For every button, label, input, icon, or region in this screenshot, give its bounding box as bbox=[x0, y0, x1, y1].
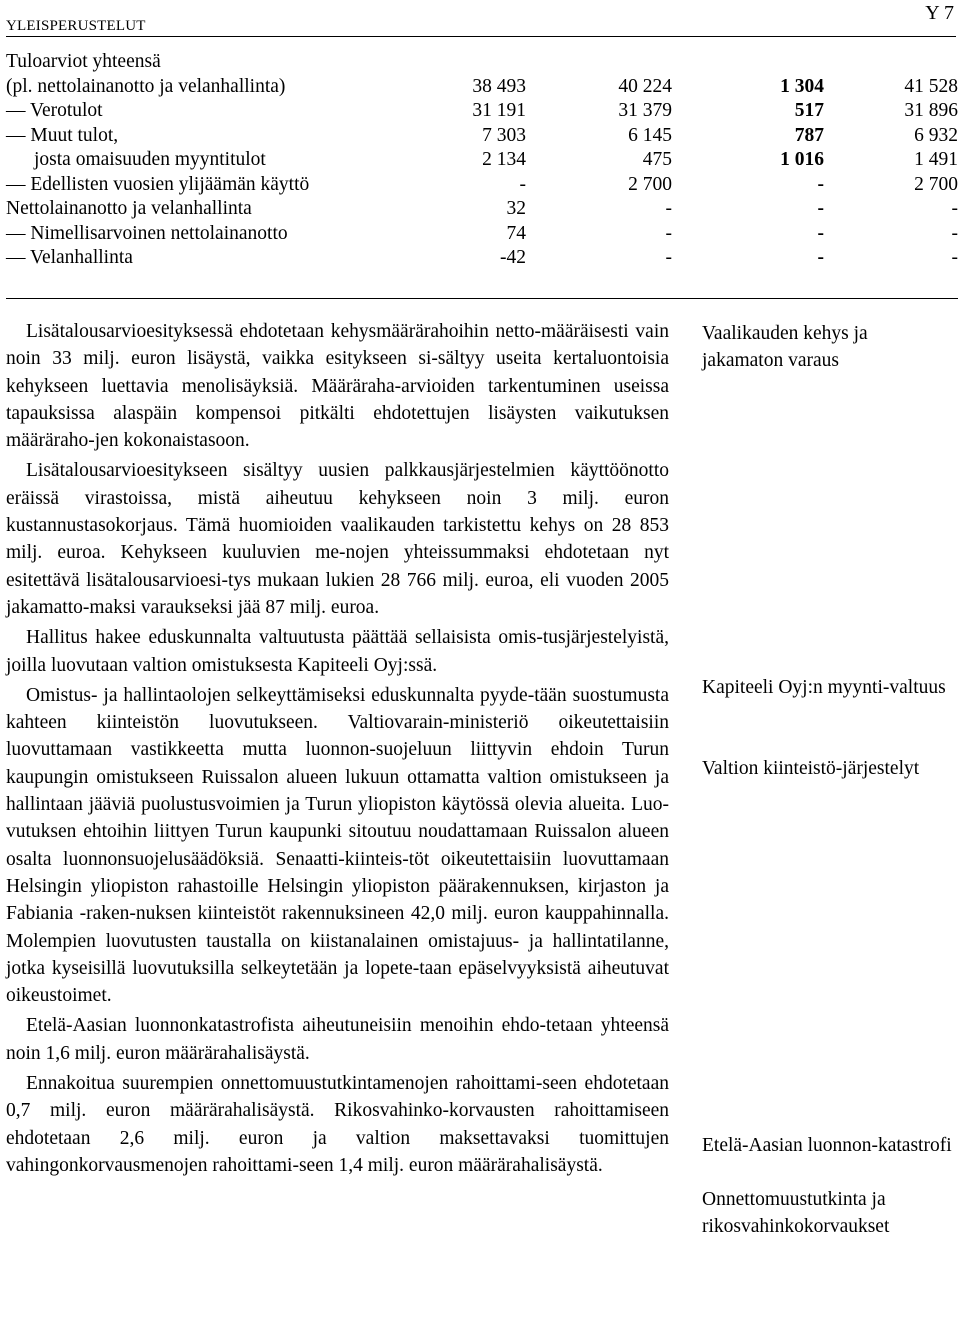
cell: 1 016 bbox=[780, 149, 824, 170]
cell: 6 145 bbox=[628, 124, 672, 146]
table-row bbox=[6, 173, 958, 198]
table-row bbox=[6, 246, 958, 271]
table-row bbox=[6, 124, 958, 149]
margin-note: Valtion kiinteistö-järjestelyt bbox=[702, 758, 920, 779]
table-row bbox=[6, 148, 958, 173]
body-text bbox=[6, 318, 669, 1182]
table-row bbox=[6, 197, 958, 222]
cell: 475 bbox=[642, 149, 672, 170]
row-label: — Verotulot bbox=[6, 100, 103, 121]
cell: 517 bbox=[794, 100, 824, 121]
cell: 31 191 bbox=[472, 100, 526, 121]
cell: - bbox=[817, 173, 824, 195]
budget-table bbox=[6, 50, 958, 271]
paragraph: Omistus- ja hallintaolojen selkeyttämiseksi eduskunnalta pyyde-tään suostumusta kahteen kiinteistön luovutukseen. Valtiovarain-ministeriö oikeutettaisiin luovuttamaan vastikkeetta mutta luonnon-suojeluun liittyvin ehdoin Turun kaupungin omistukseen Ruissalon alueen lukuun ottamatta valtion omistukseen ja hallintaan jääviä puolustusvoimien ja Turun yliopiston käytössä olevia alueita. Luo-vutuksen ehtoihin liittyen Turun kaupunki sitoutuu noudattamaan Ruissalon alueen osalta luonnonsuojelusäädöksiä. Senaatti-kiinteis-töt oikeutettaisiin luovuttamaan Helsingin yliopiston rahastoille Helsingin yliopiston päärakennuksen, kirjaston ja Fabiania -raken-nuksen kiinteistöt rakennuksineen 42,0 milj. euron kauppahinnalla. Molempien luovutusten taustalla on kiistanalainen omistajuus- ja hallintatilanne, jotka kyseisillä luovutuksilla selkeytetään ja lopete-taan epäselvyyksistä aiheutuvat oikeustoimet. bbox=[6, 684, 669, 1007]
row-label: josta omaisuuden myyntitulot bbox=[34, 149, 266, 170]
paragraph: Lisätalousarvioesitykseen sisältyy uusien palkkausjärjestelmien käyttöönotto eräissä virastoissa, mistä aiheutuu kehykseen noin 3 milj. euron kustannustasokorjaus. Tämä huomioiden vaalikauden tarkistettu kehys on 28 853 milj. euroa. Kehykseen kuuluvien me-nojen yhteissummaksi ehdotetaan nyt esitettävä lisätalousarvioesi-tys mukaan lukien 28 766 milj. euroa, eli vuoden 2005 jakamatto-maksi varaukseksi jää 87 milj. euroa. bbox=[6, 460, 669, 618]
cell: - bbox=[665, 198, 672, 219]
cell: - bbox=[665, 222, 672, 244]
table-bottom-rule bbox=[6, 298, 958, 299]
cell: 31 896 bbox=[904, 100, 958, 121]
cell: 74 bbox=[506, 222, 526, 244]
page-number: Y 7 bbox=[925, 2, 954, 24]
margin-note: Kapiteeli Oyj:n myynti-valtuus bbox=[702, 677, 946, 698]
row-label: (pl. nettolainanotto ja velanhallinta) bbox=[6, 75, 286, 97]
cell: 2 700 bbox=[628, 173, 672, 195]
cell: 32 bbox=[506, 198, 526, 219]
row-label: — Muut tulot, bbox=[6, 124, 119, 146]
cell: 38 493 bbox=[472, 75, 526, 97]
cell: - bbox=[951, 222, 958, 244]
paragraph: Ennakoitua suurempien onnettomuustutkintamenojen rahoittami-seen ehdotetaan 0,7 milj. euron määrärahalisäystä. Rikosvahinko-korvausten rahoittamiseen ehdotetaan 2,6 milj. euron ja valtion maksettavaksi tuomittujen vahingonkorvausmenojen rahoittami-seen 1,4 milj. euron määrärahalisäystä. bbox=[6, 1073, 669, 1176]
margin-note: Onnettomuustutkinta ja rikosvahinkokorvaukset bbox=[702, 1189, 890, 1238]
table-row bbox=[6, 75, 958, 100]
cell: 2 134 bbox=[482, 149, 526, 170]
row-label: — Edellisten vuosien ylijäämän käyttö bbox=[6, 173, 310, 195]
paragraph: Hallitus hakee eduskunnalta valtuutusta päättää sellaisista omis-tusjärjestelyistä, joilla luovutaan valtion omistuksesta Kapiteeli Oyj:ssä. bbox=[6, 627, 669, 676]
cell: 31 379 bbox=[618, 100, 672, 121]
row-label: — Nimellisarvoinen nettolainanotto bbox=[6, 222, 288, 244]
cell: - bbox=[665, 247, 672, 268]
page-header bbox=[6, 0, 956, 37]
cell: - bbox=[519, 173, 526, 195]
cell: 1 491 bbox=[914, 149, 958, 170]
table-row bbox=[6, 222, 958, 247]
cell: -42 bbox=[500, 247, 526, 268]
cell: - bbox=[817, 222, 824, 244]
cell: - bbox=[951, 247, 958, 268]
cell: - bbox=[817, 198, 824, 219]
cell: 41 528 bbox=[904, 75, 958, 97]
cell: 787 bbox=[794, 124, 824, 146]
cell: 2 700 bbox=[914, 173, 958, 195]
cell: - bbox=[817, 247, 824, 268]
cell: 40 224 bbox=[618, 75, 672, 97]
margin-note: Etelä-Aasian luonnon-katastrofi bbox=[702, 1135, 952, 1156]
table-title-row bbox=[6, 50, 958, 75]
cell: - bbox=[951, 198, 958, 219]
row-label: — Velanhallinta bbox=[6, 247, 133, 268]
table-title: Tuloarviot yhteensä bbox=[6, 51, 161, 72]
margin-note: Vaalikauden kehys ja jakamaton varaus bbox=[702, 323, 868, 372]
cell: 6 932 bbox=[914, 124, 958, 146]
paragraph: Etelä-Aasian luonnonkatastrofista aiheutuneisiin menoihin ehdo-tetaan yhteensä noin 1,6 milj. euron määrärahalisäystä. bbox=[6, 1015, 669, 1064]
cell: 7 303 bbox=[482, 124, 526, 146]
table-row bbox=[6, 99, 958, 124]
cell: 1 304 bbox=[780, 75, 824, 97]
section-title: YLEISPERUSTELUT bbox=[6, 18, 146, 34]
row-label: Nettolainanotto ja velanhallinta bbox=[6, 198, 252, 219]
paragraph: Lisätalousarvioesityksessä ehdotetaan kehysmäärärahoihin netto-määräisesti vain noin 33 milj. euron lisäystä, vaikka esitykseen si-sältyy useita kertaluontoisia kehykseen luettavia menolisäyksiä. Määräraha-arvioiden tarkentuminen useissa tapauksissa alaspäin kompensoi pitkälti ehdotettujen lisäysten vaikutuksen määräraho-jen kokonaistasoon. bbox=[6, 321, 669, 452]
